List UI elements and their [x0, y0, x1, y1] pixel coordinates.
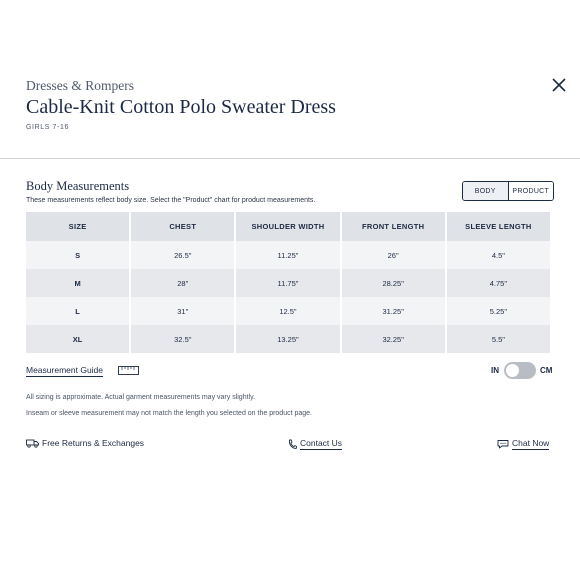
size-table	[24, 212, 552, 353]
table-cell: 5.25"	[447, 297, 550, 325]
column-header-front-length: FRONT LENGTH	[342, 212, 445, 241]
unit-label-in: IN	[491, 366, 499, 375]
measurement-guide-link[interactable]: Measurement Guide	[26, 365, 104, 375]
table-cell: 26.5"	[131, 241, 234, 269]
chat-now-link[interactable]	[497, 438, 549, 450]
table-cell: 32.5"	[131, 325, 234, 353]
close-button[interactable]	[548, 74, 570, 96]
free-returns-link[interactable]	[26, 438, 144, 448]
table-cell: 11.25"	[236, 241, 339, 269]
table-cell: 28"	[131, 269, 234, 297]
unit-label-cm: CM	[540, 366, 553, 375]
table-cell: 31"	[131, 297, 234, 325]
phone-icon	[288, 439, 297, 450]
chat-icon	[497, 439, 509, 449]
column-header-size: SIZE	[26, 212, 129, 241]
column-header-sleeve-length: SLEEVE LENGTH	[447, 212, 550, 241]
free-returns-label: Free Returns & Exchanges	[42, 438, 145, 448]
truck-icon	[26, 439, 39, 448]
table-cell: L	[26, 297, 129, 325]
table-cell: 4.5"	[447, 241, 550, 269]
ruler-icon[interactable]	[118, 366, 139, 375]
table-cell: 4.75"	[447, 269, 550, 297]
sizing-note: Inseam or sleeve measurement may not match the length you selected on the product page.	[26, 410, 312, 417]
section-title: Body Measurements	[26, 179, 130, 193]
product-title: Cable-Knit Cotton Polo Sweater Dress	[26, 96, 336, 118]
contact-us-link[interactable]	[288, 438, 342, 450]
table-cell: 11.75"	[236, 269, 339, 297]
product-tab[interactable]: PRODUCT	[509, 182, 554, 200]
section-description: These measurements reflect body size. Select the "Product" chart for product measurements.	[26, 197, 316, 204]
product-category: Dresses & Rompers	[26, 78, 134, 93]
table-row	[26, 241, 550, 269]
table-row	[26, 325, 550, 353]
table-cell: 28.25"	[342, 269, 445, 297]
table-cell: 31.25"	[342, 297, 445, 325]
unit-toggle-switch[interactable]	[504, 362, 536, 379]
close-icon	[548, 74, 570, 96]
sizing-note: All sizing is approximate. Actual garment measurements may vary slightly.	[26, 394, 256, 401]
chart-type-toggle	[462, 181, 554, 201]
table-cell: 32.25"	[342, 325, 445, 353]
table-header-row	[26, 212, 550, 241]
size-range-label: GIRLS 7-16	[26, 124, 69, 131]
table-cell: XL	[26, 325, 129, 353]
unit-toggle-knob	[506, 364, 519, 377]
column-header-chest: CHEST	[131, 212, 234, 241]
table-cell: 12.5"	[236, 297, 339, 325]
column-header-shoulder-width: SHOULDER WIDTH	[236, 212, 339, 241]
table-cell: S	[26, 241, 129, 269]
chat-now-label: Chat Now	[512, 438, 550, 448]
table-cell: 13.25"	[236, 325, 339, 353]
table-row	[26, 297, 550, 325]
table-cell: M	[26, 269, 129, 297]
body-tab[interactable]: BODY	[463, 182, 509, 200]
modal-header	[0, 0, 580, 159]
contact-us-label: Contact Us	[300, 438, 343, 448]
table-cell: 26"	[342, 241, 445, 269]
table-row	[26, 269, 550, 297]
table-cell: 5.5"	[447, 325, 550, 353]
